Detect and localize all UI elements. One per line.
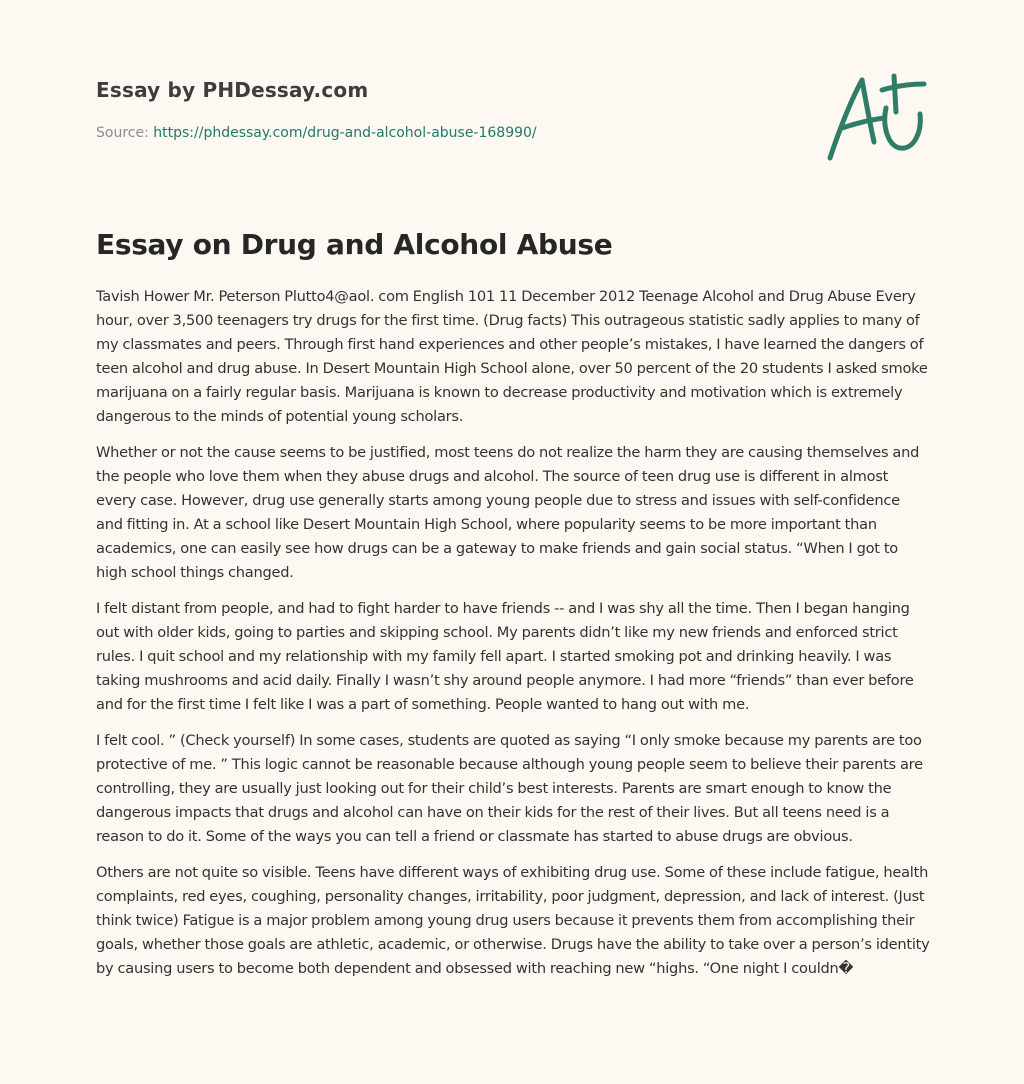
site-title: Essay by PHDessay.com — [96, 78, 369, 102]
essay-paragraph: Whether or not the cause seems to be justified, most teens do not realize the harm they are causing themselves and the people who love them when they abuse drugs and alcohol. The source of teen drug use is different in almost every case. However, drug use generally starts among young people due to stress and issues with self-confidence and fitting in. At a school like Desert Mountain High School, where popularity seems to be more important than academics, one can easily see how drugs can be a gateway to make friends and gain social status. “When I got to high school things changed. — [96, 444, 920, 581]
essay-paragraph: Tavish Hower Mr. Peterson Plutto4@aol. com English 101 11 December 2012 Teenage Alcohol and Drug Abuse Every hour, over 3,500 teenagers try drugs for the first time. (Drug facts) This outrageous statistic sadly applies to many of my classmates and peers. Through first hand experiences and other people’s mistakes, I have learned the dangers of teen alcohol and drug abuse. In Desert Mountain High School alone, over 50 percent of the 20 students I asked smoke marijuana on a fairly regular basis. Marijuana is known to decrease productivity and motivation which is extremely dangerous to the minds of potential young scholars. — [96, 288, 928, 425]
source-label: Source: — [96, 125, 154, 141]
source-link[interactable]: https://phdessay.com/drug-and-alcohol-abuse-168990/ — [153, 125, 537, 141]
a-plus-logo-icon — [824, 68, 928, 166]
essay-title: Essay on Drug and Alcohol Abuse — [96, 228, 613, 261]
essay-paragraph: I felt distant from people, and had to fight harder to have friends -- and I was shy all the time. Then I began hanging out with older kids, going to parties and skipping school. My parents didn’t like my new friends and enforced strict rules. I quit school and my relationship with my family fell apart. I started smoking pot and drinking heavily. I was taking mushrooms and acid daily. Finally I wasn’t shy around people anymore. I had more “friends” than ever before and for the first time I felt like I was a part of something. People wanted to hang out with me. — [96, 600, 914, 713]
essay-paragraph: Others are not quite so visible. Teens have different ways of exhibiting drug use. Some of these include fatigue, health complaints, red eyes, coughing, personality changes, irritability, poor judgment, depression, and lack of interest. (Just think twice) Fatigue is a major problem among young drug users because it prevents them from accomplishing their goals, whether those goals are athletic, academic, or otherwise. Drugs have the ability to take over a person’s identity by causing users to become both dependent and obsessed with reaching new “highs. “One night I couldn� — [96, 864, 930, 977]
source-line — [96, 122, 537, 144]
essay-body — [96, 285, 930, 993]
essay-paragraph: I felt cool. ” (Check yourself) In some cases, students are quoted as saying “I only smoke because my parents are too protective of me. ” This logic cannot be reasonable because although young people seem to believe their parents are controlling, they are usually just looking out for their child’s best interests. Parents are smart enough to know the dangerous impacts that drugs and alcohol can have on their kids for the rest of their lives. But all teens need is a reason to do it. Some of the ways you can tell a friend or classmate has started to abuse drugs are obvious. — [96, 732, 923, 845]
